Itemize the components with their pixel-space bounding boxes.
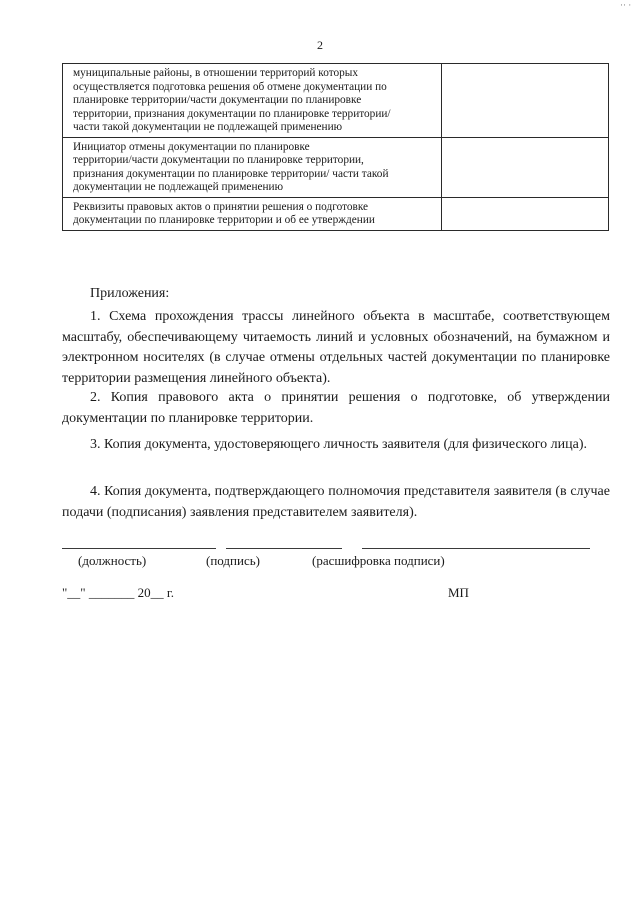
- cell-line: территории, признания документации по планировке территории/: [73, 107, 391, 120]
- cell-line: муниципальные районы, в отношении территорий которых: [73, 67, 359, 79]
- decoding-label: (расшифровка подписи): [312, 553, 445, 568]
- signature-label: (подпись): [206, 553, 260, 568]
- cell-line: части такой документации не подлежащей применению: [73, 121, 343, 133]
- cell-line: Инициатор отмены документации по планировке: [73, 140, 310, 153]
- table-row: [63, 64, 609, 138]
- cell-line: осуществляется подготовка решения об отмене документации по: [73, 80, 387, 93]
- decoding-line: [362, 548, 590, 549]
- position-line: [62, 548, 216, 549]
- cell-line: территории/части документации по планировке территории,: [73, 154, 364, 166]
- stamp-mark: МП: [448, 585, 469, 600]
- cell-line: документации по планировке территории и об ее утверждении: [73, 214, 375, 226]
- cell-line: признания документации по планировке территории/ части такой: [73, 167, 389, 180]
- cell-line: Реквизиты правовых актов о принятии решения о подготовке: [73, 200, 369, 213]
- table-cell-label: [63, 197, 442, 230]
- cell-line: планировке территории/части документации по планировке: [73, 94, 362, 106]
- table-row: [63, 197, 609, 230]
- info-table: [62, 63, 609, 231]
- corner-mark: ·· ·: [620, 0, 632, 10]
- position-label: (должность): [78, 553, 147, 568]
- annex-item-1: 1. Схема прохождения трассы линейного объекта в масштабе, соответствующем масштабу, обеспечивающему читаемость линий и условных обозначений, на бумажном и электронном носителях (в случае отмены отдельных частей документации по планировке территории размещения линейного объекта).: [62, 309, 610, 386]
- table-cell-value: [442, 64, 609, 138]
- table-row: [63, 137, 609, 197]
- annex-item-4: 4. Копия документа, подтверждающего полномочия представителя заявителя (в случае подачи (подписания) заявления представителем заявителя).: [62, 484, 610, 520]
- table-cell-label: [63, 64, 442, 138]
- annex-title: Приложения:: [90, 286, 170, 301]
- table-cell-label: [63, 137, 442, 197]
- annex-item-2: 2. Копия правового акта о принятии решения о подготовке, об утверждении документации по планировке территории.: [62, 390, 610, 426]
- table-cell-value: [442, 137, 609, 197]
- date-field: "__" _______ 20__ г.: [62, 585, 174, 600]
- cell-line: документации не подлежащей применению: [73, 181, 284, 193]
- annex-item-3: 3. Копия документа, удостоверяющего личность заявителя (для физического лица).: [90, 437, 588, 452]
- signature-line: [226, 548, 342, 549]
- page-number: 2: [317, 38, 323, 52]
- table-cell-value: [442, 197, 609, 230]
